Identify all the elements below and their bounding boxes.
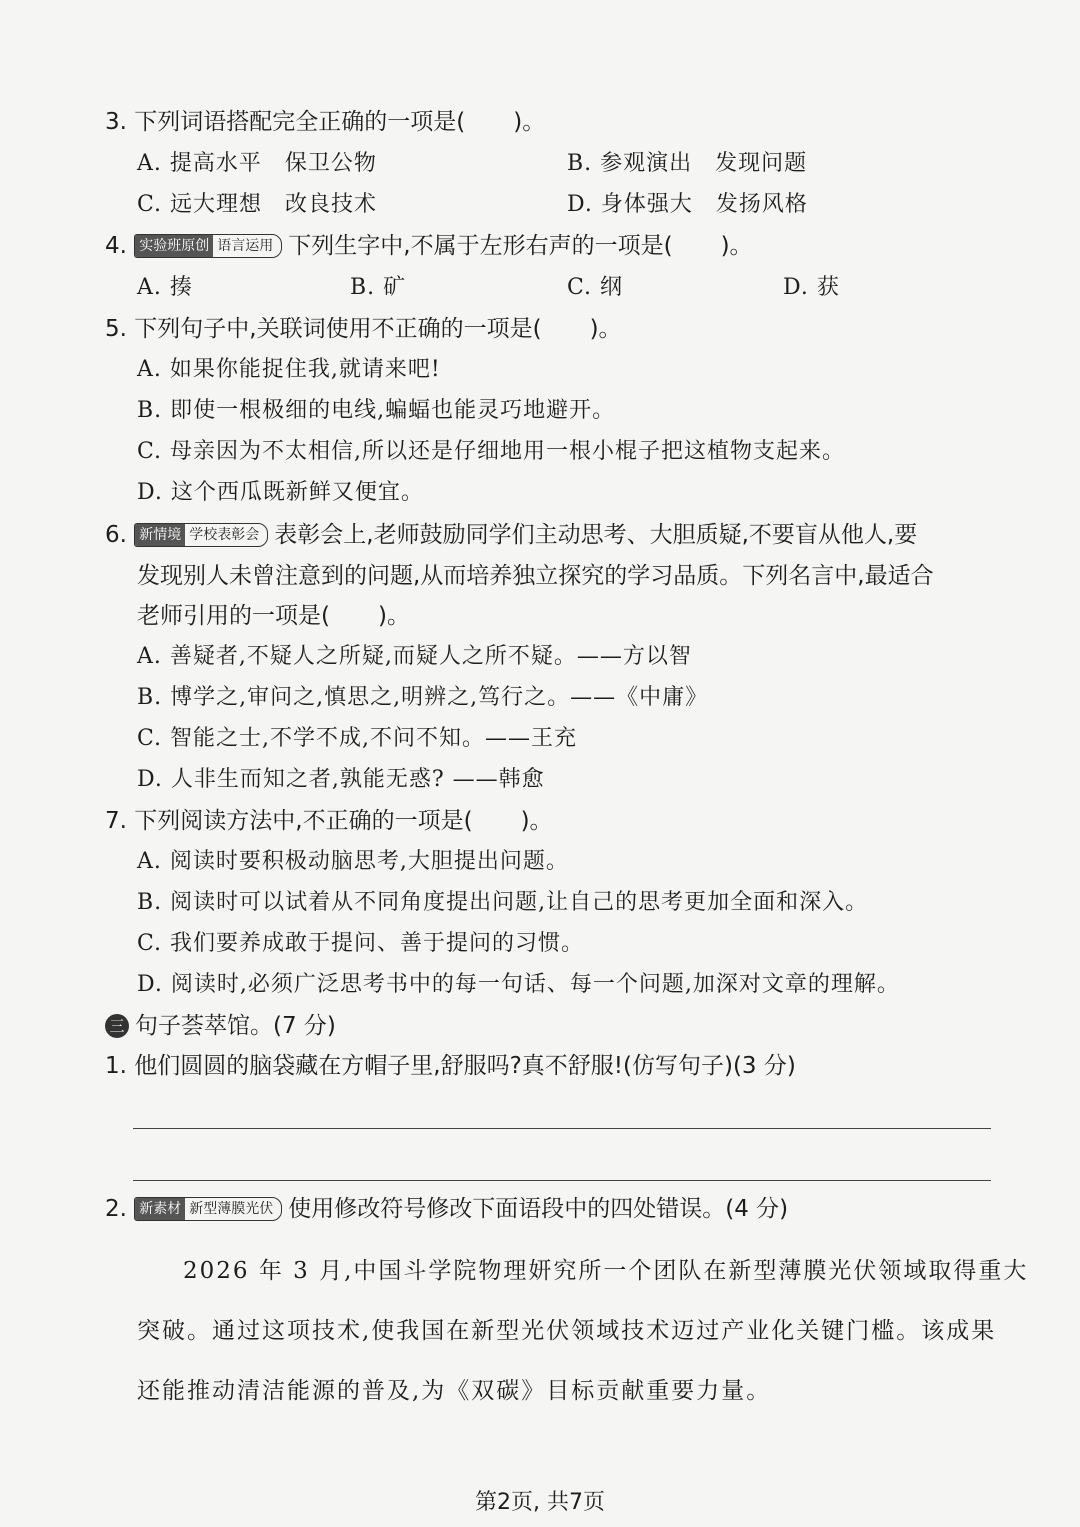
question-stem: 老师引用的一项是( (137, 603, 330, 629)
option-b: B. 阅读时可以试着从不同角度提出问题,让自己的思考更加全面和深入。 (137, 890, 869, 915)
question-number: 4. (105, 233, 127, 259)
tag-dark-label: 实验班原创 (135, 235, 213, 257)
question-tag (134, 234, 282, 258)
option-b: B. 矿 (350, 275, 407, 300)
question-stem-end: )。 (520, 808, 553, 834)
question-stem-line-3 (137, 600, 410, 632)
question-3 (105, 106, 545, 138)
question-tag (134, 1197, 282, 1221)
option-c: C. 母亲因为不太相信,所以还是仔细地用一根小棍子把这植物支起来。 (137, 439, 846, 464)
tag-dark-label: 新素材 (135, 1198, 185, 1220)
option-c: C. 我们要养成敢于提问、善于提问的习惯。 (137, 931, 585, 956)
question-number: 3. (105, 109, 127, 135)
sentence-question-1 (105, 1050, 796, 1082)
paragraph-line-1: 2026 年 3 月,中国斗学院物理妍究所一个团队在新型薄膜光伏领域取得重大 (183, 1258, 1029, 1284)
option-a: A. 阅读时要积极动脑思考,大胆提出问题。 (137, 849, 569, 874)
tag-dark-label: 新情境 (135, 524, 185, 546)
section-heading (105, 1010, 336, 1042)
option-d: D. 人非生而知之者,孰能无惑? ——韩愈 (137, 767, 545, 792)
option-d: D. 身体强大 发扬风格 (567, 192, 808, 217)
option-c: C. 远大理想 改良技术 (137, 192, 378, 217)
question-number: 6. (105, 522, 127, 548)
question-stem: 使用修改符号修改下面语段中的四处错误。(4 分) (288, 1196, 789, 1222)
question-stem-end: )。 (720, 233, 753, 259)
option-c: C. 纲 (567, 275, 624, 300)
question-stem: 下列生字中,不属于左形右声的一项是( (288, 233, 673, 259)
option-d: D. 获 (783, 275, 840, 300)
section-number-badge: 三 (105, 1014, 129, 1038)
question-stem-end: )。 (377, 603, 410, 629)
question-stem-end: )。 (589, 316, 622, 342)
page-footer: 第2页, 共7页 (475, 1490, 605, 1515)
question-number: 7. (105, 808, 127, 834)
option-c: C. 智能之士,不学不成,不问不知。——王充 (137, 726, 578, 751)
question-6 (105, 519, 917, 551)
question-5 (105, 313, 622, 345)
question-tag (134, 523, 268, 547)
answer-line-1[interactable] (133, 1128, 991, 1129)
question-stem: 下列词语搭配完全正确的一项是( (134, 109, 466, 135)
question-stem: 下列阅读方法中,不正确的一项是( (134, 808, 473, 834)
paragraph-line-2: 突破。通过这项技术,使我国在新型光伏领域技术迈过产业化关键门槛。该成果 (137, 1318, 997, 1344)
answer-line-2[interactable] (133, 1180, 991, 1181)
tag-light-label: 语言运用 (217, 238, 274, 254)
section-title: 句子荟萃馆。(7 分) (135, 1013, 336, 1039)
question-number: 2. (105, 1196, 127, 1222)
question-stem: 下列句子中,关联词使用不正确的一项是( (134, 316, 542, 342)
option-d: D. 阅读时,必须广泛思考书中的每一句话、每一个问题,加深对文章的理解。 (137, 972, 900, 997)
question-7 (105, 805, 553, 837)
option-b: B. 博学之,审问之,慎思之,明辨之,笃行之。——《中庸》 (137, 685, 709, 710)
option-a: A. 善疑者,不疑人之所疑,而疑人之所不疑。——方以智 (137, 644, 692, 669)
option-a: A. 提高水平 保卫公物 (137, 151, 377, 176)
option-a: A. 如果你能捉住我,就请来吧! (137, 357, 441, 382)
option-a: A. 揍 (137, 275, 193, 300)
question-stem: 他们圆圆的脑袋藏在方帽子里,舒服吗?真不舒服!(仿写句子)(3 分) (134, 1053, 796, 1079)
question-number: 1. (105, 1053, 127, 1079)
tag-light-label: 学校表彰会 (189, 527, 260, 543)
question-number: 5. (105, 316, 127, 342)
paragraph-line-3: 还能推动清洁能源的普及,为《双碳》目标贡献重要力量。 (137, 1378, 772, 1404)
sentence-question-2 (105, 1193, 788, 1225)
option-b: B. 参观演出 发现问题 (567, 151, 808, 176)
question-stem-end: )。 (513, 109, 546, 135)
tag-light-label: 新型薄膜光伏 (189, 1201, 274, 1217)
option-b: B. 即使一根极细的电线,蝙蝠也能灵巧地避开。 (137, 398, 616, 423)
question-stem-line-1: 表彰会上,老师鼓励同学们主动思考、大胆质疑,不要盲从他人,要 (274, 522, 918, 548)
option-d: D. 这个西瓜既新鲜又便宜。 (137, 480, 424, 505)
question-4 (105, 230, 753, 262)
question-stem-line-2: 发现别人未曾注意到的问题,从而培养独立探究的学习品质。下列名言中,最适合 (137, 563, 934, 589)
